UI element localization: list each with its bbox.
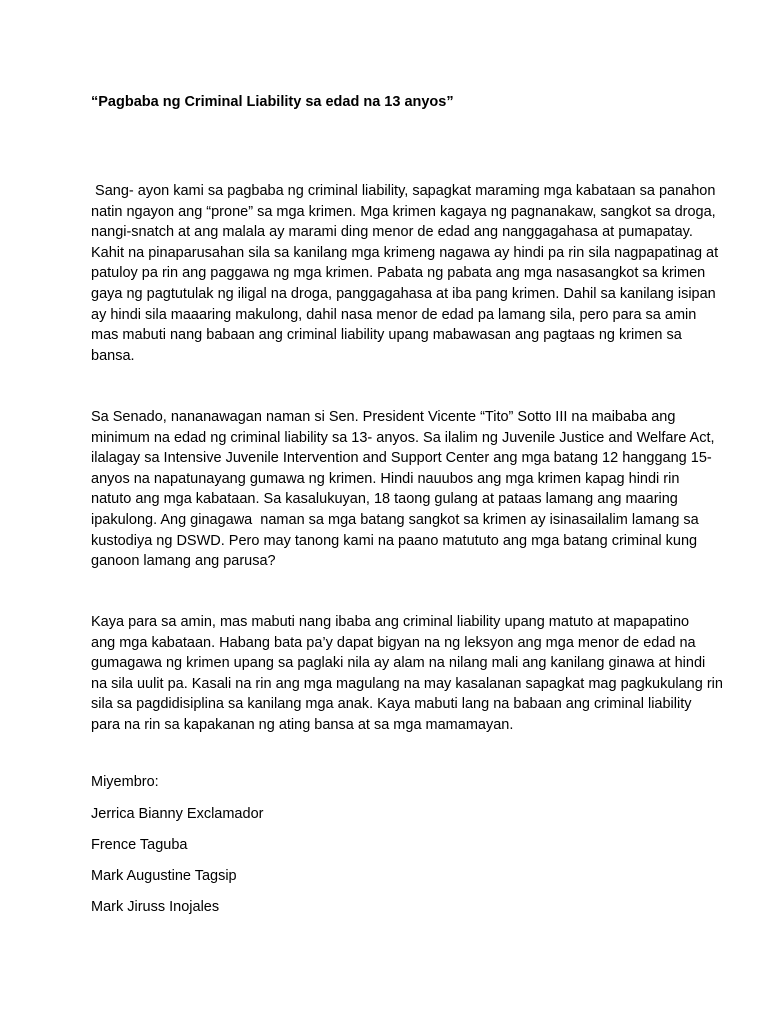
paragraph-line: nangi-snatch at ang malala ay marami ding menor de edad ang nanggagahasa at pumapatay. <box>91 224 693 241</box>
paragraph-line: Sa Senado, nananawagan naman si Sen. President Vicente “Tito” Sotto III na maibaba ang <box>91 409 676 425</box>
paragraph-line: Kaya para sa amin, mas mabuti nang ibaba ang criminal liability upang matuto at mapapatino <box>91 614 690 630</box>
paragraph-line: ganoon lamang ang parusa? <box>91 553 276 570</box>
paragraph-line: na sila uulit pa. Kasali na rin ang mga magulang na may kasalanan sapagkat mag pagkukulang rin <box>91 675 723 692</box>
paragraph-2 <box>91 407 715 572</box>
paragraph-line: gaya ng pagtutulak ng iligal na droga, panggagahasa at iba pang krimen. Dahil sa kanilang isipan <box>91 285 716 302</box>
paragraph-line: ang mga kabataan. Habang bata pa’y dapat bigyan na ng leksyon ang mga menor de edad na <box>91 634 696 651</box>
document-title: “Pagbaba ng Criminal Liability sa edad na 13 anyos” <box>91 94 454 110</box>
paragraph-line: Sang- ayon kami sa pagbaba ng criminal liability, sapagkat maraming mga kabataan sa panahon <box>91 183 716 199</box>
paragraph-line: natuto ang mga kabataan. Sa kasalukuyan, 18 taong gulang at pataas lamang ang maaring <box>91 491 678 508</box>
paragraph-line: anyos na napatunayang gumawa ng krimen. Hindi nauubos ang mga krimen kapag hindi rin <box>91 470 680 487</box>
member-name: Mark Jiruss Inojales <box>91 899 220 915</box>
paragraph-line: kustodiya ng DSWD. Pero may tanong kami na paano matututo ang mga batang criminal kung <box>91 532 698 549</box>
member-name: Jerrica Bianny Exclamador <box>91 806 264 822</box>
paragraph-line: patuloy pa rin ang paggawa ng mga krimen. Pabata ng pabata ang mga nasasangkot sa krimen <box>91 265 706 282</box>
paragraph-3 <box>91 612 723 736</box>
member-name: Mark Augustine Tagsip <box>91 868 237 884</box>
member-name: Frence Taguba <box>91 837 188 853</box>
paragraph-line: para na rin sa kapakanan ng ating bansa at sa mga mamamayan. <box>91 716 514 733</box>
paragraph-1 <box>91 181 719 366</box>
paragraph-line: Kahit na pinaparusahan sila sa kanilang mga krimeng nagawa ay hindi pa rin sila nagpapatinag at <box>91 244 719 261</box>
paragraph-line: gumagawa ng krimen upang sa paglaki nila ay alam na nilang mali ang kanilang ginawa at hindi <box>91 655 706 672</box>
members-heading: Miyembro: <box>91 774 159 790</box>
paragraph-line: natin ngayon ang “prone” sa mga krimen. Mga krimen kagaya ng pagnanakaw, sangkot sa droga, <box>91 203 716 220</box>
paragraph-line: mas mabuti nang babaan ang criminal liability upang mabawasan ang pagtaas ng krimen sa <box>91 327 682 344</box>
paragraph-line: minimum na edad ng criminal liability sa 13- anyos. Sa ilalim ng Juvenile Justice and Welfare Act, <box>91 429 715 446</box>
paragraph-line: ilalagay sa Intensive Juvenile Intervention and Support Center ang mga batang 12 hanggang 15- <box>91 450 712 467</box>
paragraph-line: ipakulong. Ang ginagawa naman sa mga batang sangkot sa krimen ay isinasailalim lamang sa <box>91 511 699 528</box>
paragraph-line: sila sa pagdidisiplina sa kanilang mga anak. Kaya mabuti lang na babaan ang criminal liability <box>91 696 692 713</box>
paragraph-line: bansa. <box>91 347 135 364</box>
paragraph-line: ay hindi sila maaaring makulong, dahil nasa menor de edad pa lamang sila, pero para sa amin <box>91 306 697 323</box>
